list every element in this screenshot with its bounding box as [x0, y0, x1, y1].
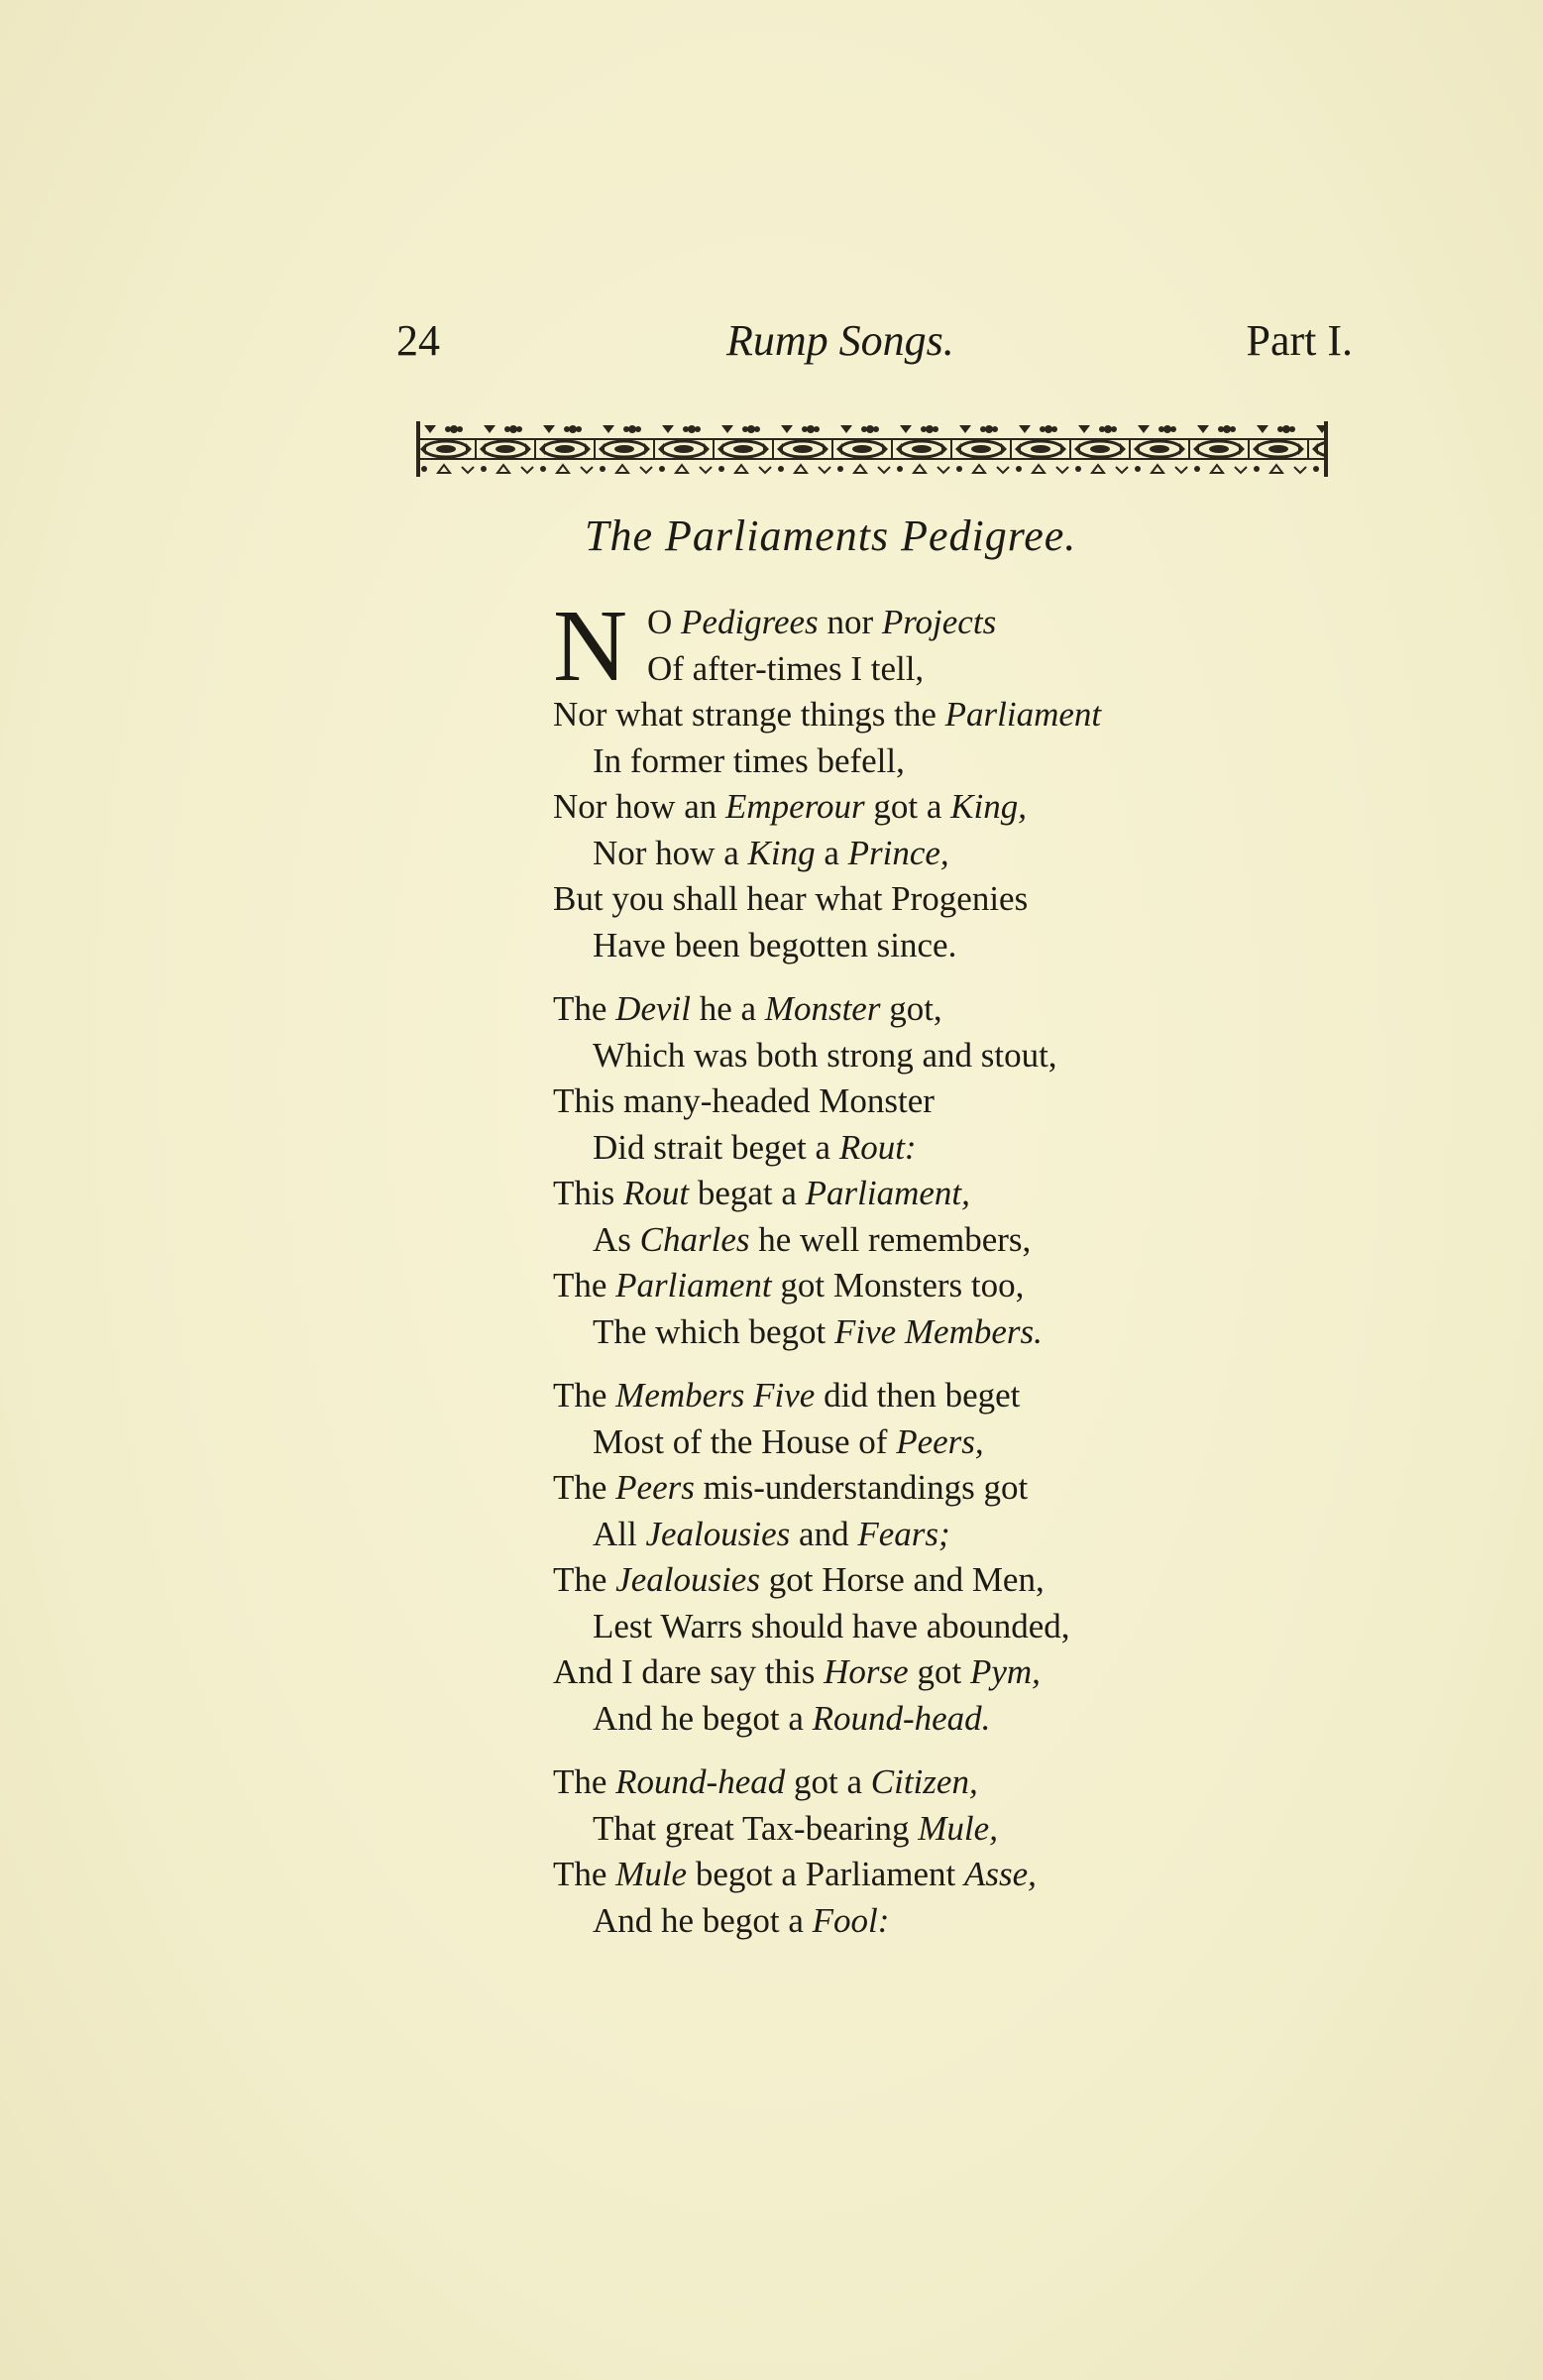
poem-line: This many-headed Monster [553, 1081, 935, 1120]
poem-line: Nor how a King a Prince, [593, 833, 949, 872]
poem-line: But you shall hear what Progenies [553, 879, 1029, 918]
poem-line: Did strait beget a Rout: [593, 1127, 917, 1167]
poem-line: As Charles he well remembers, [593, 1219, 1032, 1259]
poem-title: The Parliaments Pedigree. [585, 511, 1077, 560]
poem-line: The Devil he a Monster got, [553, 989, 942, 1028]
poem-line: Which was both strong and stout, [593, 1035, 1057, 1075]
poem-line: The which begot Five Members. [593, 1311, 1043, 1351]
poem-line: The Members Five did then beget [553, 1376, 1021, 1415]
poem-line: Nor how an Emperour got a King, [553, 787, 1027, 826]
poem-line: And he begot a Round-head. [593, 1698, 991, 1738]
poem-body [553, 589, 1102, 1962]
poem-line: Nor what strange things the Parliament [553, 695, 1102, 734]
poem-line: Lest Warrs should have abounded, [593, 1606, 1070, 1645]
part-label: Part I. [1246, 316, 1353, 365]
poem-line: The Round-head got a Citizen, [553, 1762, 978, 1801]
stanza-4 [553, 1759, 1101, 1944]
poem-line: All Jealousies and Fears; [593, 1514, 950, 1553]
ornamental-border-icon [416, 421, 1328, 477]
drop-cap-block [553, 589, 1101, 703]
poem-line: O Pedigrees nor Projects [647, 603, 997, 641]
poem-line: Have been begotten since. [593, 925, 957, 964]
stanza-2 [553, 986, 1101, 1355]
drop-cap: N [553, 589, 628, 703]
poem-line: That great Tax-bearing Mule, [593, 1808, 998, 1848]
stanza-3 [553, 1373, 1101, 1742]
poem-line: In former times befell, [593, 740, 905, 780]
poem-line: Most of the House of Peers, [593, 1421, 984, 1461]
poem-line: And he begot a Fool: [593, 1900, 890, 1940]
poem-line: Of after-times I tell, [647, 648, 925, 688]
page-header [396, 315, 1353, 375]
poem-line: The Peers mis-understandings got [553, 1468, 1029, 1507]
poem-line: This Rout begat a Parliament, [553, 1174, 970, 1212]
stanza-1 [553, 589, 1102, 968]
poem-line: The Parliament got Monsters too, [553, 1266, 1025, 1304]
poem-line: The Mule begot a Parliament Asse, [553, 1855, 1037, 1893]
running-title: Rump Songs. [726, 316, 954, 365]
page-number: 24 [396, 316, 440, 365]
poem-line: And I dare say this Horse got Pym, [553, 1652, 1041, 1691]
poem-line: The Jealousies got Horse and Men, [553, 1560, 1045, 1599]
